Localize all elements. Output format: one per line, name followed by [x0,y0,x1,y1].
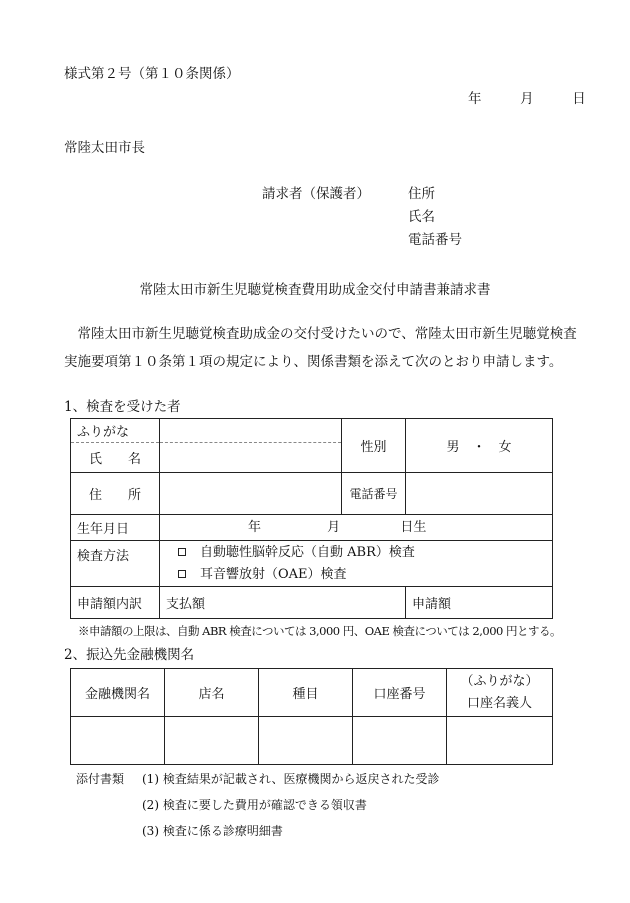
birth-day: 日生 [400,519,427,535]
applied-amount-field[interactable] [406,587,553,619]
branch-input[interactable] [165,717,259,765]
breakdown-label: 申請額内訳 [71,587,160,619]
method-option-abr[interactable] [178,542,546,564]
address-input[interactable] [160,473,342,515]
account-number-header: 口座番号 [353,669,447,717]
account-holder-input[interactable] [447,717,553,765]
date-day: 日 [572,91,586,107]
paid-amount-field[interactable] [160,587,406,619]
birthdate-label: 生年月日 [71,515,160,541]
birthdate-input[interactable] [160,515,553,541]
name-label: 氏 名 [71,443,160,473]
sex-label: 性別 [342,419,406,473]
date-year: 年 [468,91,482,107]
account-number-input[interactable] [353,717,447,765]
checkbox-icon[interactable] [178,548,186,556]
method-option-oae[interactable] [178,564,546,586]
account-type-header: 種目 [259,669,353,717]
method-options [160,541,553,587]
section2-heading: 2、振込先金融機関名 [64,647,195,663]
attachments-label: 添付書類 [76,772,125,786]
applicant-phone-label: 電話番号 [408,232,462,248]
birth-month: 月 [327,519,341,535]
account-holder-header [447,669,553,717]
method-option-abr-label: 自動聴性脳幹反応（自動 ABR）検査 [200,544,415,560]
bank-name-input[interactable] [71,717,165,765]
checkbox-icon[interactable] [178,570,186,578]
attachment-item: (1) 検査結果が記載され、医療機関から返戻された受診 [142,772,440,786]
attachment-item: (2) 検査に要した費用が確認できる領収書 [142,798,367,812]
attachment-item: (3) 検査に係る診療明細書 [142,824,283,838]
holder-furigana: （ふりがな） [460,673,539,689]
phone-input[interactable] [406,473,553,515]
applied-label: 申請額 [412,597,452,612]
furigana-label: ふりがな [71,419,160,443]
form-number: 様式第２号（第１０条関係） [64,66,240,82]
section1-heading: 1、検査を受けた者 [64,399,181,415]
applicant-label: 請求者（保護者） [262,186,370,202]
method-label: 検査方法 [71,541,160,587]
applicant-address-label: 住所 [408,186,435,202]
sex-options[interactable]: 男 ・ 女 [406,419,553,473]
phone-label: 電話番号 [342,473,406,515]
examinee-table [70,418,553,619]
limit-note: ※申請額の上限は、自動 ABR 検査については 3,000 円、OAE 検査については 2,000 円とする。 [78,624,562,638]
intro-paragraph: 常陸太田市新生児聴覚検査助成金の交付受けたいので、常陸太田市新生児聴覚検査実施要項第１０条第１項の規定により、関係書類を添えて次のとおり申請します。 [64,326,577,370]
paid-label: 支払額 [166,597,206,612]
account-type-input[interactable] [259,717,353,765]
addressee: 常陸太田市長 [64,140,145,156]
date-line [468,91,586,107]
applicant-name-label: 氏名 [408,209,435,225]
birth-year: 年 [248,519,262,535]
holder-label: 口座名義人 [466,695,532,711]
bank-name-header: 金融機関名 [71,669,165,717]
method-option-oae-label: 耳音響放射（OAE）検査 [200,566,347,582]
document-title: 常陸太田市新生児聴覚検査費用助成金交付申請書兼請求書 [139,282,491,298]
branch-header: 店名 [165,669,259,717]
furigana-input[interactable] [160,419,342,443]
date-month: 月 [520,91,534,107]
name-input[interactable] [160,443,342,473]
bank-table [70,668,553,765]
address-label: 住 所 [71,473,160,515]
